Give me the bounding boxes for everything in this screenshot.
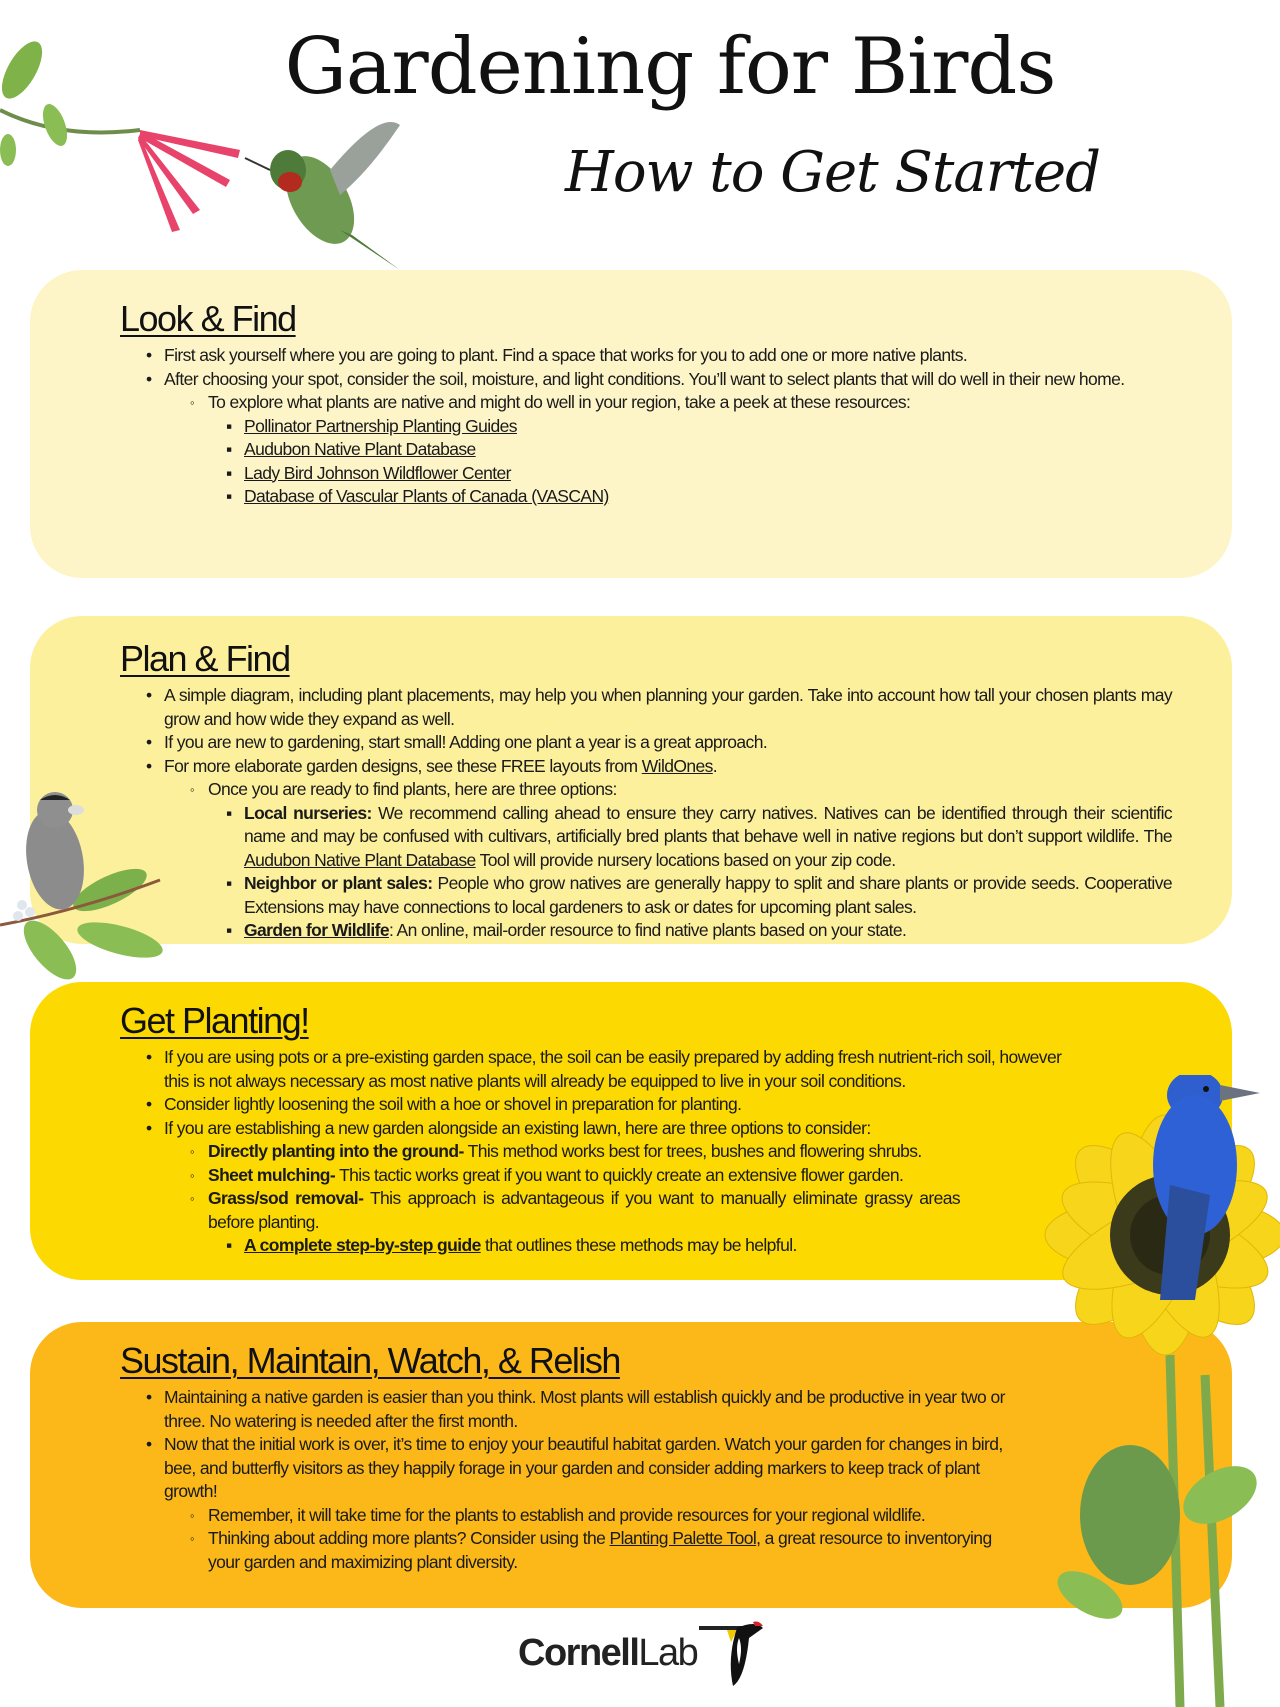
item-text: , a great resource to inventorying your garden and maximizing plant diversity. bbox=[208, 1528, 992, 1572]
list-item bbox=[88, 415, 1140, 439]
woodpecker-logo-icon bbox=[697, 1618, 767, 1688]
list-item: • If you are using pots or a pre-existing garden space, the soil can be easily prepared by adding fresh nutrient-rich soil, however this is not always necessary as most native plants will already be equipped to live in your soil conditions. bbox=[88, 1046, 1080, 1093]
section-heading: Sustain, Maintain, Watch, & Relish bbox=[120, 1340, 620, 1381]
page-title: Gardening for Birds bbox=[284, 22, 1056, 112]
logo-text-light: Lab bbox=[638, 1631, 698, 1674]
list-item: • If you are establishing a new garden alongside an existing lawn, here are three options to consider: bbox=[88, 1117, 1080, 1141]
option-label: Grass/sod removal- bbox=[208, 1188, 364, 1208]
option-text: This approach is advantageous if you want to manually eliminate grassy areas before planting. bbox=[208, 1188, 961, 1232]
list-item: • If you are new to gardening, start small! Adding one plant a year is a great approach. bbox=[88, 731, 1172, 755]
list-item: ◦ To explore what plants are native and might do well in your region, take a peek at these resources: bbox=[88, 391, 1140, 415]
catbird-illustration bbox=[0, 790, 220, 990]
item-text: that outlines these methods may be helpful. bbox=[480, 1235, 797, 1255]
list-item: • First ask yourself where you are going to plant. Find a space that works for you to add one or more native plants. bbox=[88, 344, 1140, 368]
list-item bbox=[88, 1527, 1020, 1574]
option-text: : An online, mail-order resource to find native plants based on your state. bbox=[388, 920, 907, 940]
section-heading: Look & Find bbox=[120, 298, 296, 339]
list-item bbox=[88, 1234, 1080, 1258]
list-item bbox=[88, 872, 1172, 919]
list-item bbox=[88, 1140, 1080, 1164]
section-look-and-find bbox=[30, 270, 1232, 578]
option-text: This method works best for trees, bushes and flowering shrubs. bbox=[463, 1141, 922, 1161]
cornell-lab-logo bbox=[518, 1618, 767, 1688]
list-item: • A simple diagram, including plant placements, may help you when planning your garden. Take into account how tall your chosen plants may grow and how wide they expand as well. bbox=[88, 684, 1172, 731]
page-subtitle: How to Get Started bbox=[565, 140, 1100, 205]
option-text: Tool will provide nursery locations based on your zip code. bbox=[475, 849, 896, 870]
list-item bbox=[88, 919, 1172, 943]
link-label: A complete step-by-step guide bbox=[244, 1235, 481, 1255]
logo-text-bold: Cornell bbox=[518, 1631, 639, 1674]
option-text: This tactic works great if you want to quickly create an extensive flower garden. bbox=[335, 1164, 904, 1185]
option-label: Directly planting into the ground- bbox=[208, 1141, 464, 1161]
list-item: • Consider lightly loosening the soil with a hoe or shovel in preparation for planting. bbox=[88, 1093, 1080, 1117]
logo-text bbox=[518, 1632, 697, 1675]
list-item: ◦ Remember, it will take time for the plants to establish and provide resources for your regional wildlife. bbox=[88, 1504, 1020, 1528]
option-label: Garden for Wildlife bbox=[244, 920, 389, 940]
list-item: • Now that the initial work is over, it’s time to enjoy your beautiful habitat garden. Watch your garden for changes in bird, bee, and butterfly visitors as they happily forage in your garden and consider adding markers to keep track of plant growth! bbox=[88, 1433, 1020, 1504]
planting-palette-link[interactable]: Planting Palette Tool bbox=[609, 1528, 757, 1548]
option-label: Neighbor or plant sales: bbox=[244, 873, 433, 893]
list-item bbox=[88, 1187, 1080, 1234]
indigo-bunting-sunflower-illustration bbox=[1020, 1075, 1280, 1707]
pollinator-partnership-link[interactable]: Pollinator Partnership Planting Guides bbox=[244, 415, 517, 436]
item-text: Thinking about adding more plants? Consider using the bbox=[208, 1528, 610, 1548]
audubon-database-link[interactable]: Audubon Native Plant Database bbox=[244, 849, 476, 870]
option-label: Local nurseries: bbox=[244, 802, 372, 823]
wildones-link[interactable]: WildOnes bbox=[641, 755, 713, 776]
garden-for-wildlife-link[interactable] bbox=[244, 920, 389, 940]
list-item bbox=[88, 438, 1140, 462]
option-text: We recommend calling ahead to ensure they carry natives. Natives can be identified through their scientific name and may be confused with cultivars, artificially bred plants that behave well in native regions but don’t support wildlife. The bbox=[244, 802, 1173, 846]
option-label: Sheet mulching- bbox=[208, 1164, 336, 1185]
list-item: • Maintaining a native garden is easier than you think. Most plants will establish quickly and be productive in year two or three. No watering is needed after the first month. bbox=[88, 1386, 1020, 1433]
list-item: • For more elaborate garden designs, see these FREE layouts from WildOnes. bbox=[88, 755, 1172, 779]
option-text: People who grow natives are generally happy to split and share plants or provide seeds. Cooperative Extensions may have connections to local gardeners to ask or dates for upcoming plant sales. bbox=[244, 873, 1172, 917]
item-text: For more elaborate garden designs, see these FREE layouts from bbox=[164, 755, 642, 776]
list-item bbox=[88, 1164, 1080, 1188]
list-item bbox=[88, 485, 1140, 509]
list-item: • After choosing your spot, consider the soil, moisture, and light conditions. You’ll want to select plants that will do well in their new home. bbox=[88, 368, 1140, 392]
vascan-link[interactable]: Database of Vascular Plants of Canada (VASCAN) bbox=[244, 486, 609, 506]
list-item: ◦ Once you are ready to find plants, here are three options: bbox=[88, 778, 1172, 802]
section-heading: Get Planting! bbox=[120, 1000, 309, 1041]
step-by-step-guide-link[interactable] bbox=[244, 1235, 481, 1255]
list-item bbox=[88, 462, 1140, 486]
section-heading: Plan & Find bbox=[120, 638, 290, 679]
audubon-database-link[interactable]: Audubon Native Plant Database bbox=[244, 439, 476, 459]
lady-bird-johnson-link[interactable]: Lady Bird Johnson Wildflower Center bbox=[244, 462, 511, 483]
list-item bbox=[88, 802, 1172, 873]
